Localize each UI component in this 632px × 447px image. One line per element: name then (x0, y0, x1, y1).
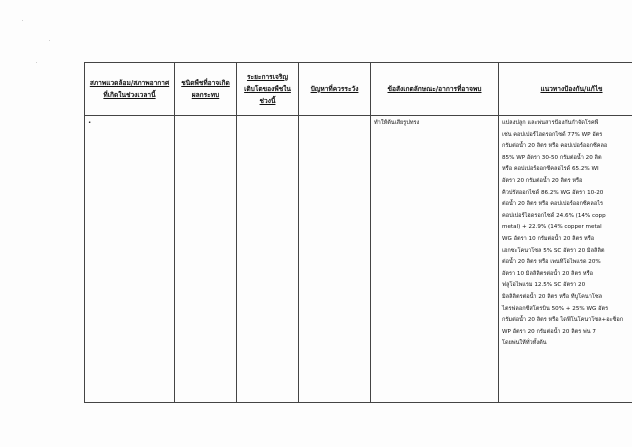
cell-symptoms (371, 116, 499, 403)
table-header-row (85, 63, 632, 116)
prevention-line: มิลลิลิตรต่อน้ำ 20 ลิตร หรือ ทีบูโคนาโซล (502, 293, 603, 300)
prevention-line: แปลงปลูก และพ่นสารป้องกันกำจัดโรคพื (502, 120, 599, 126)
prevention-line: WG อัตรา 10 กรัมต่อน้ำ 20 ลิตร หรือ (502, 235, 595, 242)
prevention-line: metal) + 22.9% (14% copper metal (502, 224, 602, 231)
prevention-line: ต่อน้ำ 20 ลิตร หรือ เพนทิโอไพแรด 20% (502, 259, 601, 266)
prevention-line: หรือ คอปเปอร์ออกซีคลอไรด์ 65.2% WI (502, 166, 599, 173)
scan-speck (36, 62, 37, 63)
header-prevention: แนวทางป้องกัน/แก้ไข (499, 63, 632, 116)
cell-prevention (499, 116, 632, 403)
prevention-line: เช่น คอปเปอร์ไฮดรอกไซด์ 77% WP อัตร (502, 131, 603, 138)
scan-speck (22, 20, 23, 21)
prevention-line: WP อัตรา 20 กรัมต่อน้ำ 20 ลิตร พ่น 7 (502, 328, 596, 335)
cell-growth-stage (237, 116, 299, 403)
prevention-line: กรัมต่อน้ำ 20 ลิตร หรือ คอปเปอร์ออกซีคลอ (502, 143, 608, 150)
symptom-text: ทำให้ต้นเสียรูปทรง (374, 120, 420, 126)
prevention-line: เฮกซะโคนาโซล 5% SC อัตรา 20 มิลลิลิต (502, 247, 605, 254)
header-environment: สภาพแวดล้อม/สภาพอากาศที่เกิดในช่วงเวลานี้ (85, 63, 175, 116)
prevention-line: คิวปรัสออกไซด์ 86.2% WG อัตรา 10-20 (502, 189, 604, 196)
cell-environment: • (85, 116, 175, 403)
cell-affected-crop (175, 116, 237, 403)
header-growth-stage: ระยะการเจริญเติบโตของพืชในช่วงนี้ (237, 63, 299, 116)
prevention-line: กรัมต่อน้ำ 20 ลิตร หรือ ไดฟีโนโคนาโซล+อะซ็อก (502, 317, 624, 324)
header-problem: ปัญหาที่ควรระวัง (299, 63, 371, 116)
prevention-line: อัตรา 10 มิลลิลิตรต่อน้ำ 20 ลิตร หรือ (502, 270, 593, 277)
prevention-line: ต่อน้ำ 20 ลิตร หรือ คอปเปอร์ออกซีคลอไร (502, 201, 604, 208)
scan-speck (49, 40, 50, 41)
header-symptoms: ข้อสังเกตลักษณะ/อาการที่อาจพบ (371, 63, 499, 116)
cell-problem (299, 116, 371, 403)
guideline-table (84, 62, 632, 403)
header-affected-crop: ชนิดพืชที่อาจเกิดผลกระทบ (175, 63, 237, 116)
prevention-line: 85% WP อัตรา 30-50 กรัมต่อน้ำ 20 ลิต (502, 154, 602, 161)
prevention-line: คอปเปอร์ไฮดรอกไซด์ 24.6% (14% copp (502, 212, 606, 219)
prevention-line: โดยพ่นให้ทั่วทั้งต้น (502, 340, 547, 347)
prevention-line: อัตรา 20 กรัมต่อน้ำ 20 ลิตร หรือ (502, 177, 583, 184)
prevention-line: ฟลูโอไพแรม 12.5% SC อัตรา 20 (502, 282, 586, 289)
prevention-line: ไตรฟลอกซีสโตรบิน 50% + 25% WG อัตร (502, 305, 609, 312)
table-row (85, 116, 632, 403)
